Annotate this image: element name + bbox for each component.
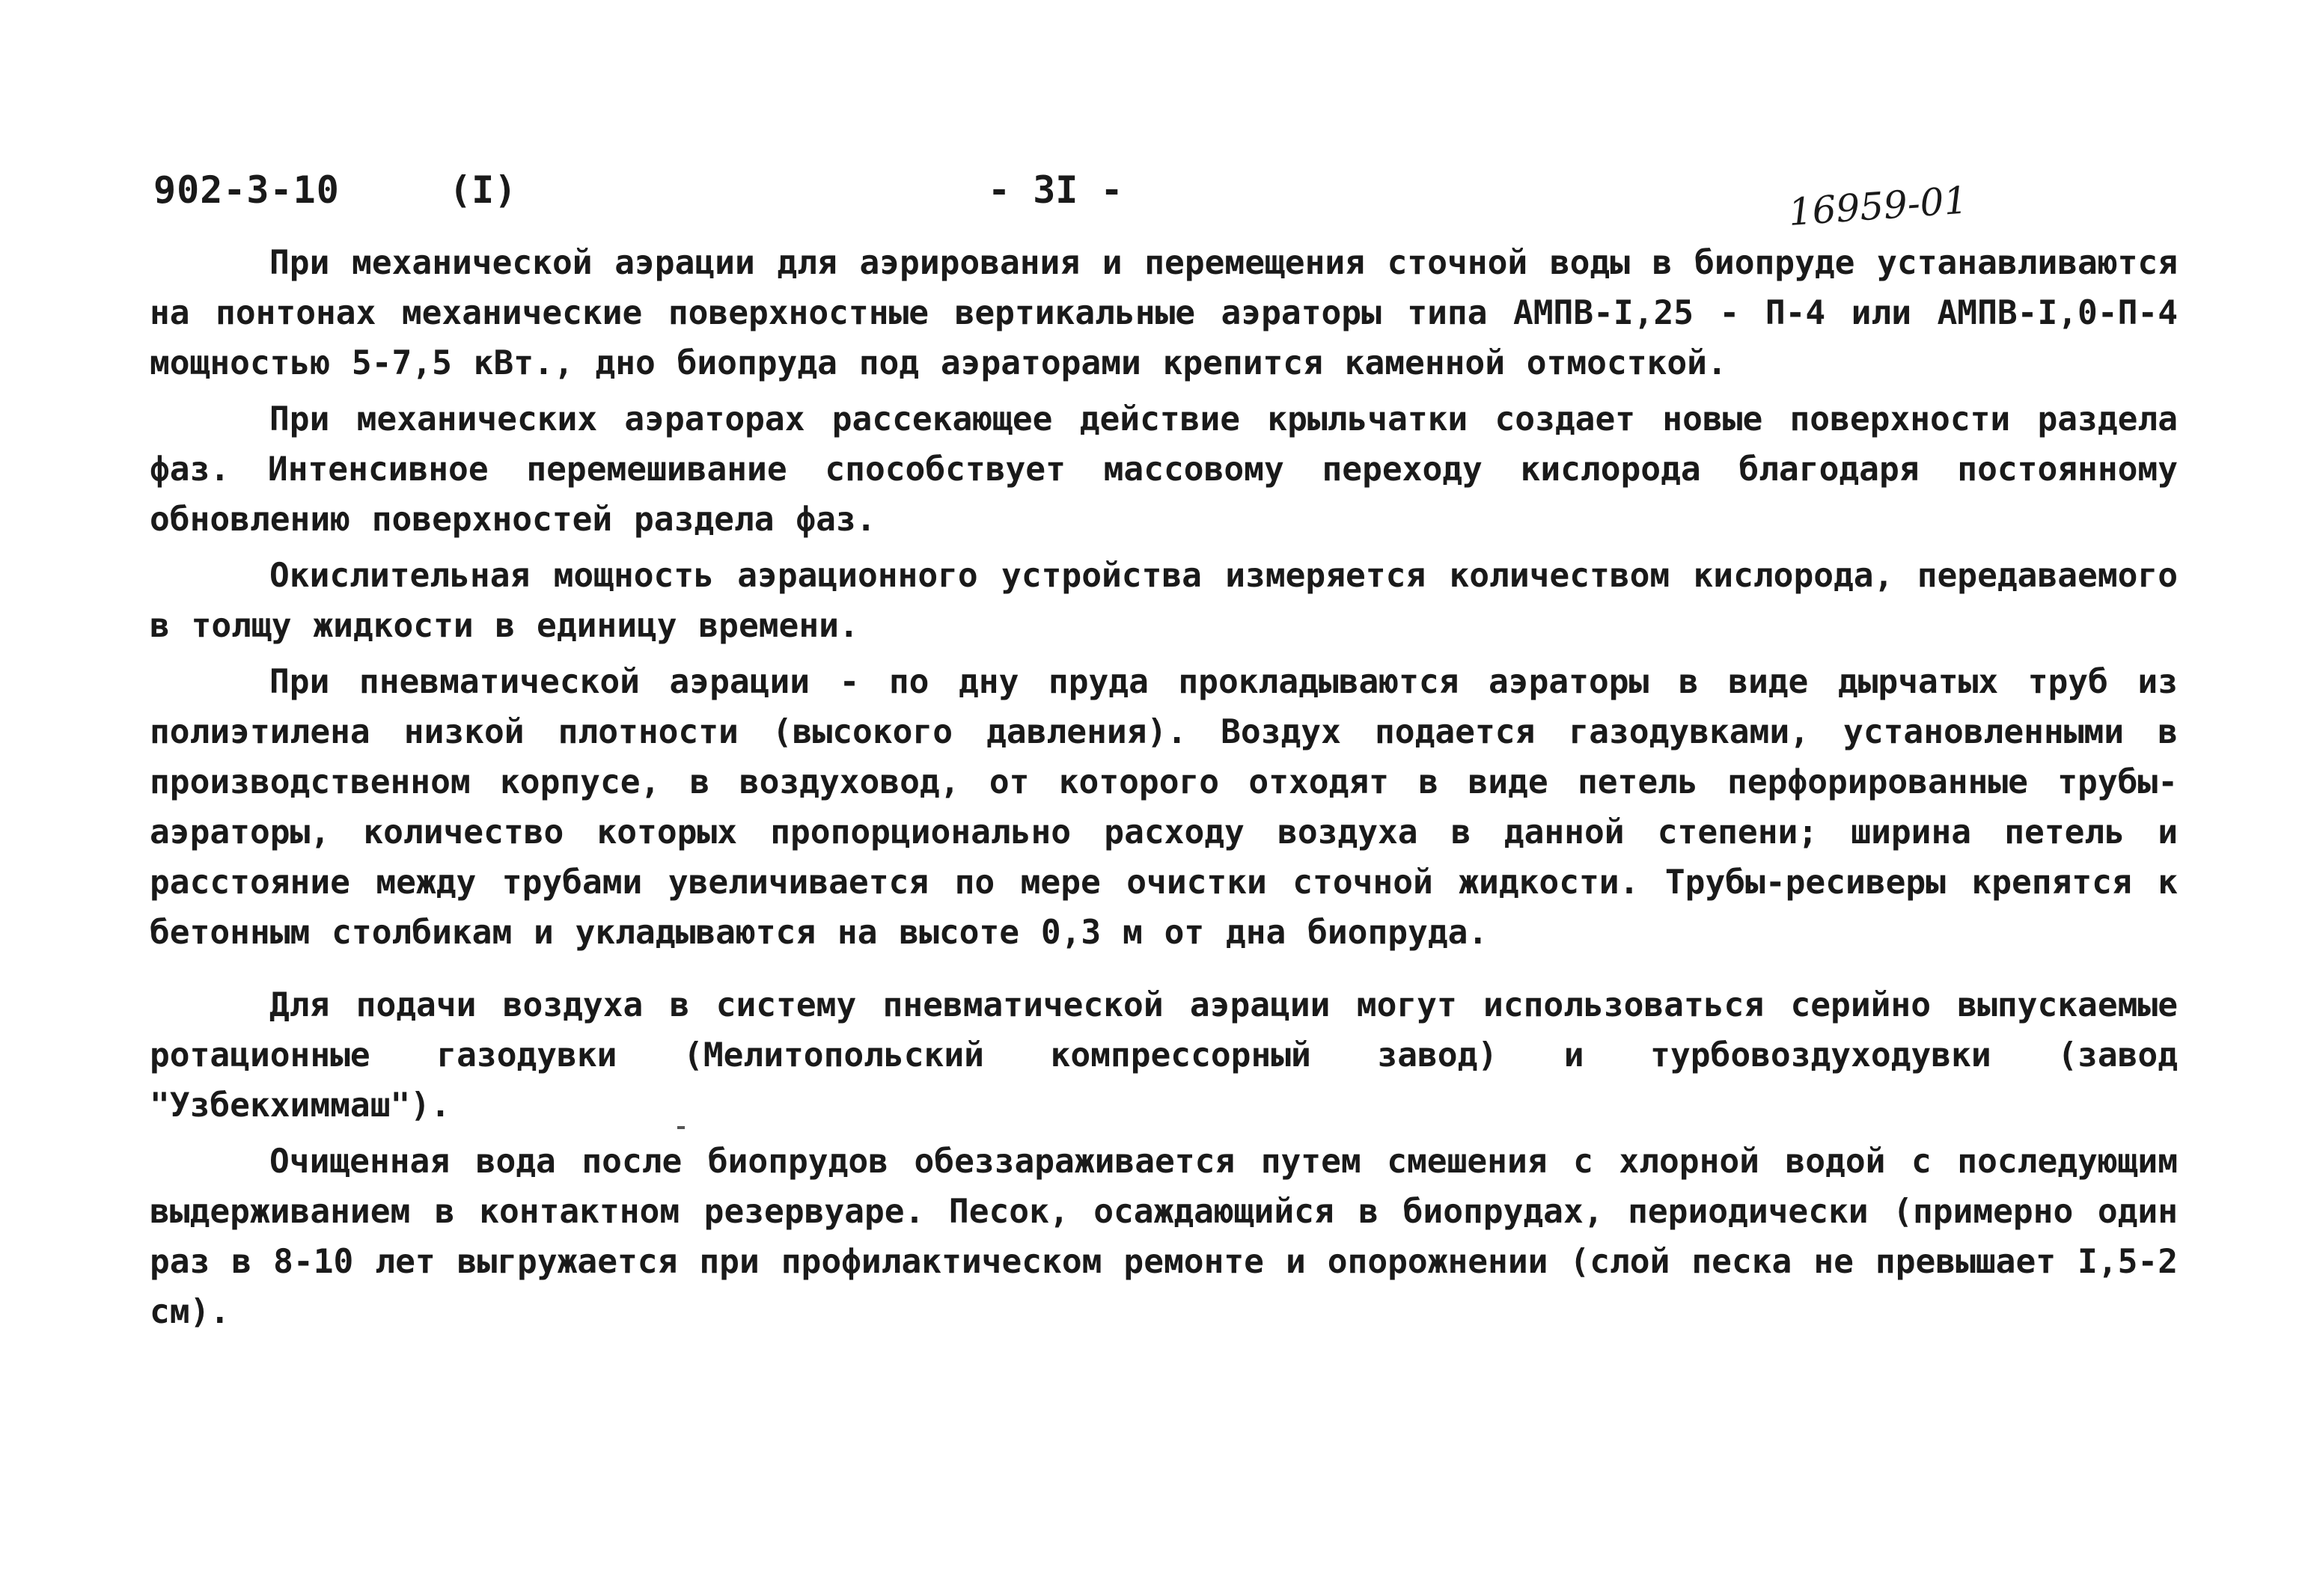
document-code: 902-3-10 xyxy=(153,168,340,212)
paragraph-mechanical-aeration: При механической аэрации для аэрирования и перемещения сточной воды в биопруде устанавливаются на понтонах механические поверхностные вертикальные аэраторы типа АМПВ-I,25 - П-4 или АМПВ-I,0-П-4 мощностью 5-7,5 кВт., дно биопруда под аэраторами крепится каменной отмосткой. xyxy=(150,244,2178,382)
paragraph-air-supply: Для подачи воздуха в систему пневматической аэрации могут использоваться серийно выпускаемые ротационные газодувки (Мелитопольский компрессорный завод) и турбовоздуходувки (завод "Узбекхиммаш"). xyxy=(150,986,2178,1125)
page-number: - 3I - xyxy=(988,168,1123,212)
document-part: (I) xyxy=(449,168,517,212)
paragraph-pneumatic-aeration: При пневматической аэрации - по дну пруда прокладываются аэраторы в виде дырчатых труб из полиэтилена низкой плотности (высокого давления). Воздух подается газодувками, установленными в производственном корпусе, в воздуховод, от которого отходят в виде петель перфорированные трубы-аэраторы, количество которых пропорционально расходу воздуха в данной степени; ширина петель и расстояние между трубами увеличивается по мере очистки сточной жидкости. Трубы-ресиверы крепятся к бетонным столбикам и укладываются на высоте 0,3 м от дна биопруда. xyxy=(150,663,2178,952)
paragraph-disinfection: Очищенная вода после биопрудов обеззараживается путем смешения с хлорной водой с последующим выдерживанием в контактном резервуаре. Песок, осаждающийся в биопрудах, периодически (примерно один раз в 8-10 лет выгружается при профилактическом ремонте и опорожнении (слой песка не превышает I,5-2 см). xyxy=(150,1143,2178,1331)
page-header xyxy=(0,168,2308,234)
inventory-number: 16959-01 xyxy=(1786,178,1970,234)
paragraph-oxidation-capacity: Окислительная мощность аэрационного устройства измеряется количеством кислорода, передаваемого в толщу жидкости в единицу времени. xyxy=(150,557,2178,645)
body-text xyxy=(150,238,2178,1343)
paragraph-mechanical-aerators: При механических аэраторах рассекающее действие крыльчатки создает новые поверхности раздела фаз. Интенсивное перемешивание способствует массовому переходу кислорода благодаря постоянному обновлению поверхностей раздела фаз. xyxy=(150,400,2178,539)
scan-speck xyxy=(677,1126,685,1129)
